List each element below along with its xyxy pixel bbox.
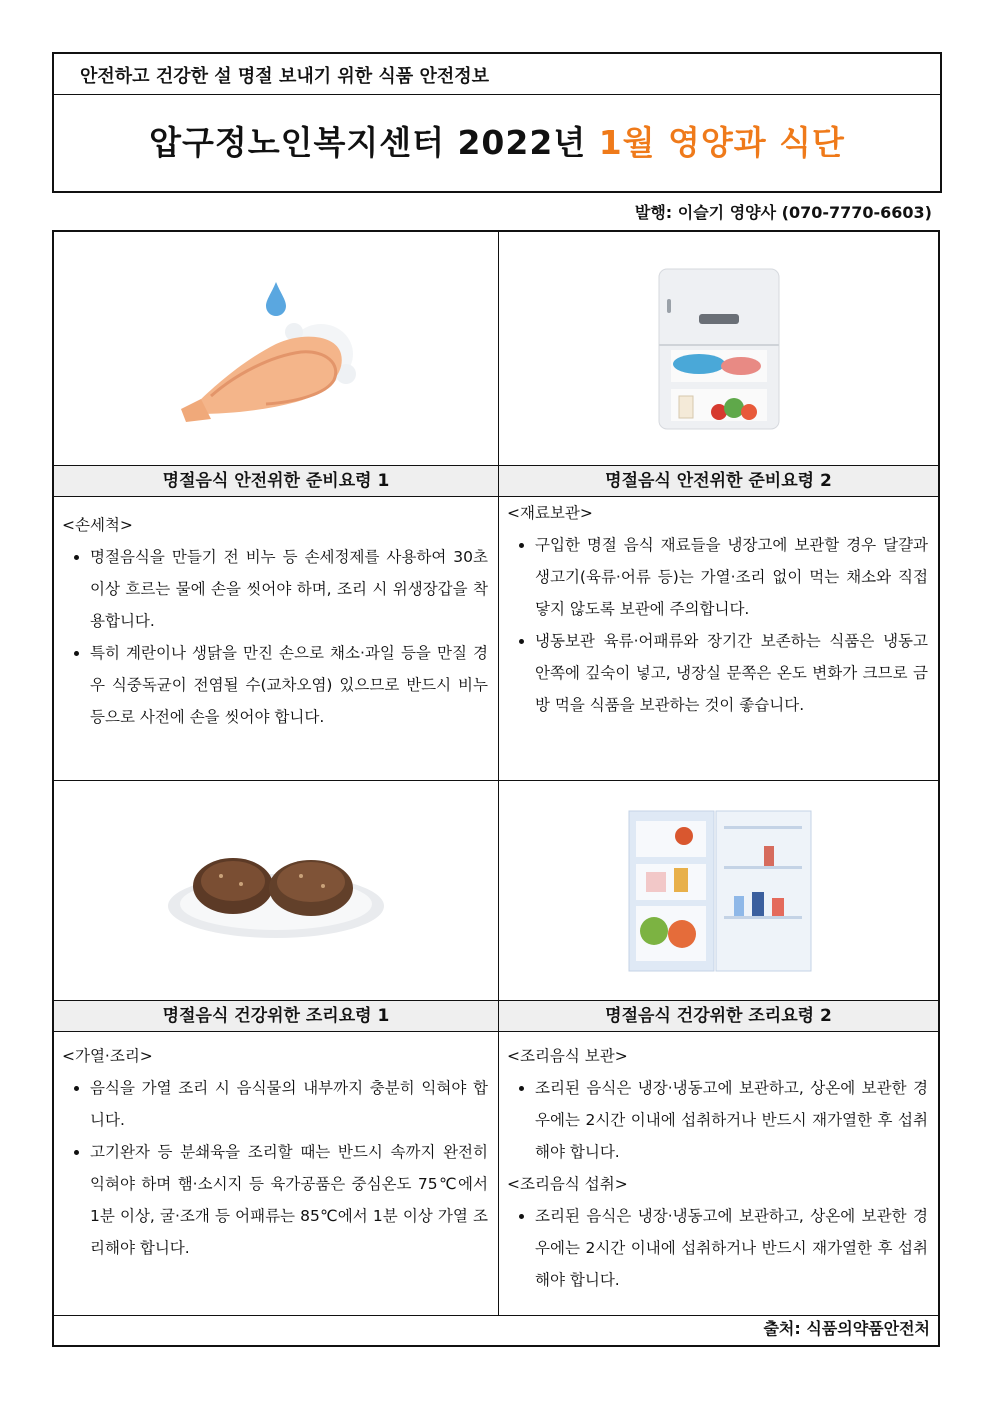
publisher-info: 발행: 이슬기 영양사 (070-7770-6603) xyxy=(634,203,932,222)
header-subtitle: 안전하고 건강한 설 명절 보내기 위한 식품 안전정보 xyxy=(80,66,490,87)
meat-patties-image-cell xyxy=(54,781,498,1000)
section-title: 명절음식 건강위한 조리요령 1 xyxy=(54,1001,498,1031)
block-heading: <손세척> xyxy=(62,516,133,534)
section-title: 명절음식 안전위한 준비요령 2 xyxy=(499,466,938,496)
hand-washing-image-cell xyxy=(54,232,498,465)
refrigerator-image-cell xyxy=(499,232,938,465)
section-title: 명절음식 안전위한 준비요령 1 xyxy=(54,466,498,496)
meat-patties-icon xyxy=(161,836,391,946)
header-box xyxy=(52,52,942,193)
list-item: • 구입한 명절 음식 재료들을 냉장고에 보관할 경우 달걀과 생고기(육류·어류 등)는 가열·조리 없이 먹는 채소와 직접 닿지 않도록 보관에 주의합니다. xyxy=(535,529,928,625)
list-item: • 음식을 가열 조리 시 음식물의 내부까지 충분히 익혀야 합니다. xyxy=(90,1072,488,1136)
block-heading: <조리음식 보관> xyxy=(507,1047,628,1065)
content-grid xyxy=(52,230,940,1347)
page-title xyxy=(54,95,940,191)
block-heading: <조리음식 섭취> xyxy=(507,1175,628,1193)
bullet-list xyxy=(62,1072,488,1264)
title-main: 압구정노인복지센터 2022년 xyxy=(149,123,599,162)
section-text xyxy=(499,497,938,780)
refrigerator-storage-icon xyxy=(649,264,789,434)
bullet-list xyxy=(507,1200,928,1296)
list-item: • 명절음식을 만들기 전 비누 등 손세정제를 사용하여 30초 이상 흐르는 물에 손을 씻어야 하며, 조리 시 위생장갑을 착용합니다. xyxy=(90,541,488,637)
bullet-list xyxy=(507,529,928,721)
header-subtitle-row xyxy=(54,54,940,95)
section-text xyxy=(54,1032,498,1315)
title-accent: 1월 영양과 식단 xyxy=(598,123,845,162)
bullet-list xyxy=(62,541,488,733)
block-heading: <재료보관> xyxy=(507,504,593,522)
list-item: • 특히 계란이나 생닭을 만진 손으로 채소·과일 등을 만질 경우 식중독균이 전염될 수(교차오염) 있으므로 반드시 비누 등으로 사전에 손을 씻어야 합니다. xyxy=(90,637,488,733)
list-item: • 냉동보관 육류·어패류와 장기간 보존하는 식품은 냉동고 안쪽에 깊숙이 넣고, 냉장실 문쪽은 온도 변화가 크므로 금방 먹을 식품을 보관하는 것이 좋습니다. xyxy=(535,625,928,721)
hand-washing-icon xyxy=(176,274,376,424)
list-item: • 고기완자 등 분쇄육을 조리할 때는 반드시 속까지 완전히 익혀야 하며 햄·소시지 등 육가공품은 중심온도 75℃에서 1분 이상, 굴·조개 등 어패류는 85℃에서 1분 이상 가열 조리해야 합니다. xyxy=(90,1136,488,1264)
section-title: 명절음식 건강위한 조리요령 2 xyxy=(499,1001,938,1031)
section-text xyxy=(499,1032,938,1315)
open-fridge-image-cell xyxy=(499,781,938,1000)
source-credit: 출처: 식품의약품안전처 xyxy=(763,1319,930,1338)
block-heading: <가열·조리> xyxy=(62,1047,153,1065)
open-fridge-icon xyxy=(624,806,814,976)
section-text xyxy=(54,497,498,780)
list-item: • 조리된 음식은 냉장·냉동고에 보관하고, 상온에 보관한 경우에는 2시간 이내에 섭취하거나 반드시 재가열한 후 섭취해야 합니다. xyxy=(535,1072,928,1168)
bullet-list xyxy=(507,1072,928,1168)
list-item: • 조리된 음식은 냉장·냉동고에 보관하고, 상온에 보관한 경우에는 2시간 이내에 섭취하거나 반드시 재가열한 후 섭취해야 합니다. xyxy=(535,1200,928,1296)
